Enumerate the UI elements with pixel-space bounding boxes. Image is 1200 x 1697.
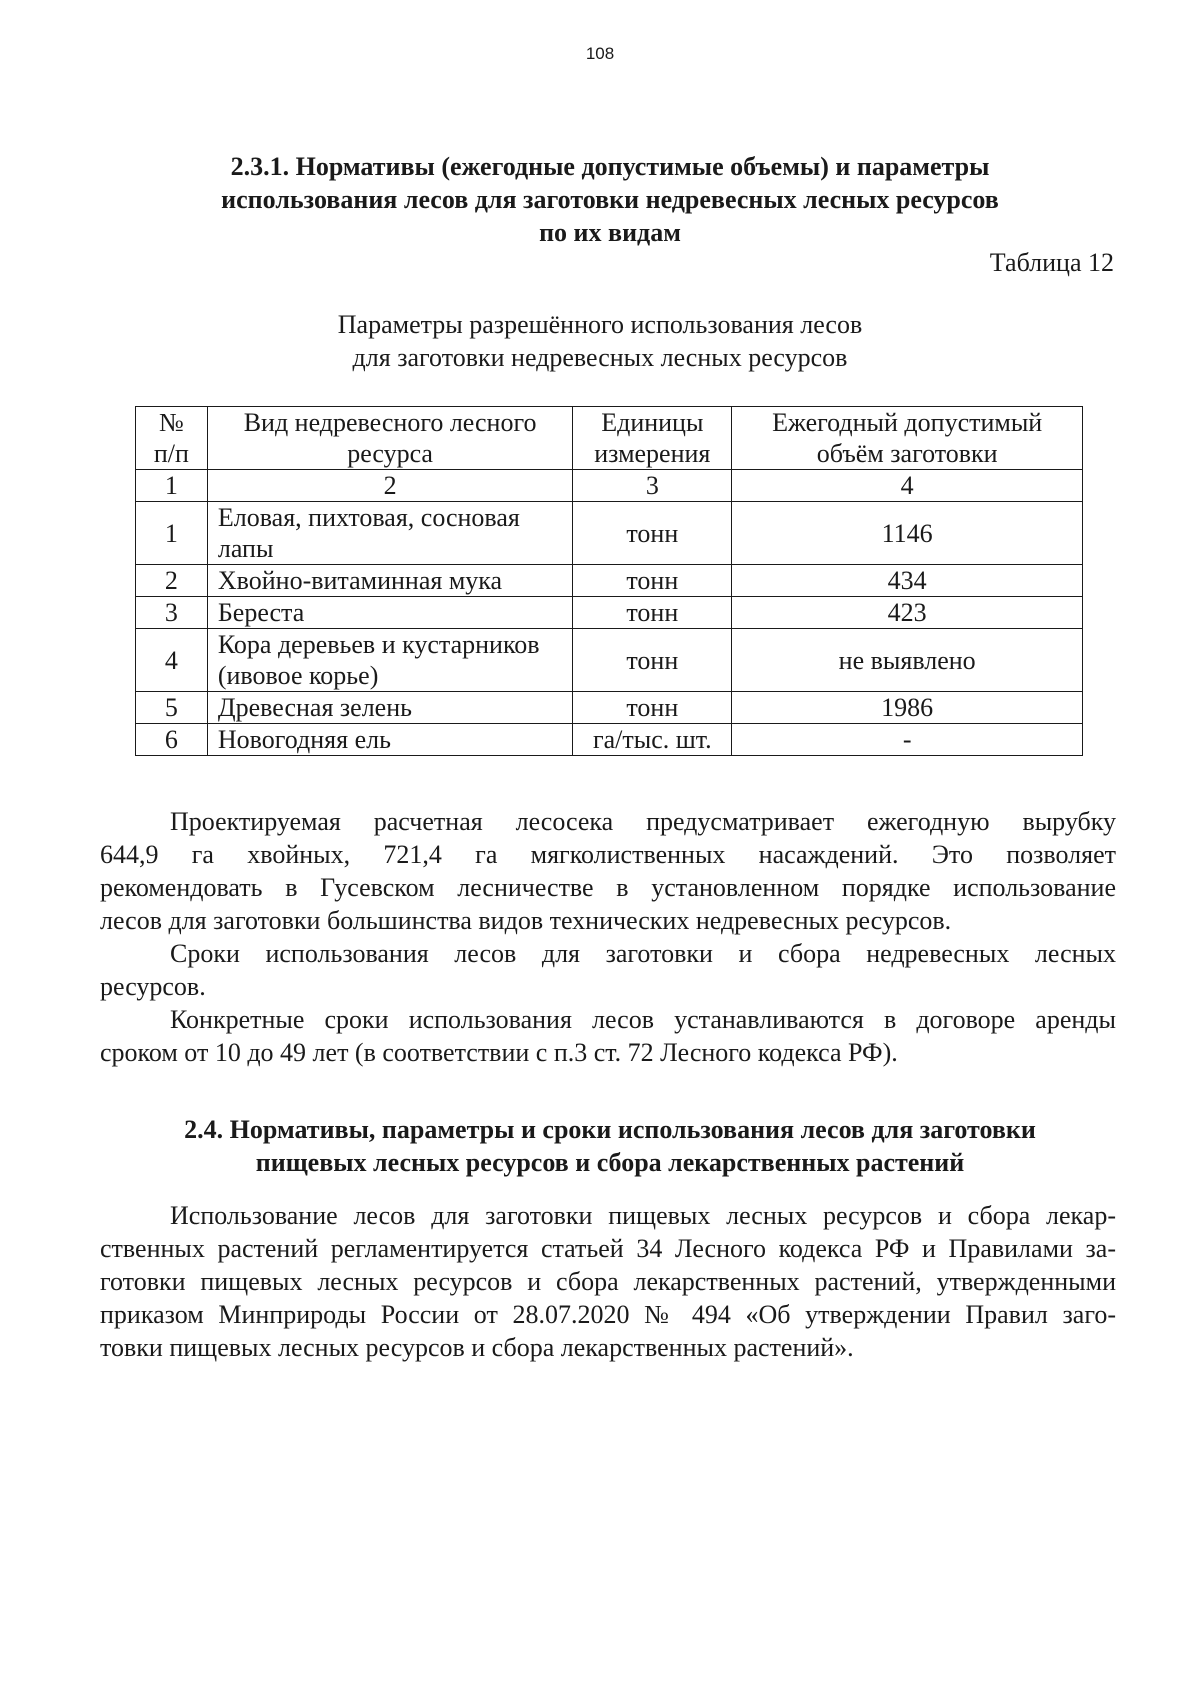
row-unit: тонн: [573, 597, 732, 629]
page-number: 108: [585, 44, 615, 63]
paragraph-line: ресурсов.: [100, 972, 206, 1001]
table-row: [136, 565, 1083, 597]
row-resource: Новогодняя ель: [207, 724, 572, 756]
paragraph-line: Проектируемая расчетная лесосека предусматривает ежегодную вырубку: [170, 807, 1116, 836]
row-resource: [207, 502, 572, 565]
table-row: [136, 724, 1083, 756]
row-volume: 1146: [732, 502, 1083, 565]
paragraph-line: приказом Минприроды России от 28.07.2020 № 494 «Об утверждении Правил заго-: [100, 1300, 1116, 1329]
table-row: [136, 597, 1083, 629]
table-row: [136, 629, 1083, 692]
header-no-line2: п/п: [153, 439, 189, 468]
table-header-row: [136, 407, 1083, 470]
resources-table: [135, 406, 1083, 756]
heading-line: 2.3.1. Нормативы (ежегодные допустимые объемы) и параметры: [230, 152, 990, 181]
paragraph-line: ственных растений регламентируется статьей 34 Лесного кодекса РФ и Правилами за-: [100, 1234, 1116, 1263]
caption-line: Параметры разрешённого использования лесов: [337, 310, 863, 339]
header-volume-line1: Ежегодный допустимый: [772, 408, 1043, 437]
resource-line2: лапы: [217, 534, 274, 563]
header-resource-line2: ресурса: [347, 439, 433, 468]
header-unit: [573, 407, 732, 470]
paragraph-food-resources: [100, 1199, 1116, 1364]
paragraph-line: готовки пищевых лесных ресурсов и сбора лекарственных растений, утвержденными: [100, 1267, 1116, 1296]
paragraph-line: 644,9 га хвойных, 721,4 га мягколиственных насаждений. Это позволяет: [100, 840, 1116, 869]
heading-line: использования лесов для заготовки недревесных лесных ресурсов: [221, 185, 999, 214]
table-row: [136, 692, 1083, 724]
paragraph-line: Сроки использования лесов для заготовки и сбора недревесных лесных: [170, 939, 1116, 968]
heading-line: по их видам: [539, 218, 681, 247]
heading-line: 2.4. Нормативы, параметры и сроки использования лесов для заготовки: [184, 1115, 1036, 1144]
table-number-label: Таблица 12: [989, 248, 1114, 277]
header-volume-line2: объём заготовки: [816, 439, 998, 468]
paragraph-line: Конкретные сроки использования лесов устанавливаются в договоре аренды: [170, 1005, 1116, 1034]
table-caption: [0, 308, 1200, 374]
resource-line1: Еловая, пихтовая, сосновая: [217, 503, 520, 532]
row-number: 6: [136, 724, 208, 756]
caption-line: для заготовки недревесных лесных ресурсов: [352, 343, 848, 372]
row-number: 4: [136, 629, 208, 692]
row-unit: тонн: [573, 692, 732, 724]
paragraph-projected-cutting: [100, 805, 1116, 937]
column-number: 2: [207, 470, 572, 502]
header-resource: [207, 407, 572, 470]
table-row: [136, 502, 1083, 565]
paragraph-concrete-terms: [100, 1003, 1116, 1069]
row-unit: тонн: [573, 502, 732, 565]
paragraph-line: лесов для заготовки большинства видов технических недревесных ресурсов.: [100, 906, 952, 935]
resource-line2: (ивовое корье): [217, 661, 379, 690]
column-number: 1: [136, 470, 208, 502]
section-heading-2-4: [100, 1113, 1120, 1179]
row-unit: га/тыс. шт.: [573, 724, 732, 756]
heading-line: пищевых лесных ресурсов и сбора лекарственных растений: [255, 1148, 965, 1177]
paragraph-line: сроком от 10 до 49 лет (в соответствии с п.3 ст. 72 Лесного кодекса РФ).: [100, 1038, 898, 1067]
row-number: 3: [136, 597, 208, 629]
row-volume: 1986: [732, 692, 1083, 724]
paragraph-line: товки пищевых лесных ресурсов и сбора лекарственных растений».: [100, 1333, 854, 1362]
row-resource: Хвойно-витаминная мука: [207, 565, 572, 597]
row-volume: не выявлено: [732, 629, 1083, 692]
paragraph-line: Использование лесов для заготовки пищевых лесных ресурсов и сбора лекар-: [170, 1201, 1116, 1230]
row-resource: Береста: [207, 597, 572, 629]
paragraph-line: рекомендовать в Гусевском лесничестве в установленном порядке использование: [100, 873, 1116, 902]
row-volume: 434: [732, 565, 1083, 597]
resource-line1: Кора деревьев и кустарников: [217, 630, 540, 659]
row-resource: [207, 629, 572, 692]
paragraph-terms: [100, 937, 1116, 1003]
column-number: 3: [573, 470, 732, 502]
row-number: 1: [136, 502, 208, 565]
header-resource-line1: Вид недревесного лесного: [243, 408, 537, 437]
header-no-line1: №: [159, 408, 184, 437]
row-number: 5: [136, 692, 208, 724]
row-unit: тонн: [573, 629, 732, 692]
row-resource: Древесная зелень: [207, 692, 572, 724]
header-no: [136, 407, 208, 470]
row-number: 2: [136, 565, 208, 597]
row-volume: 423: [732, 597, 1083, 629]
table-column-numbers-row: [136, 470, 1083, 502]
row-unit: тонн: [573, 565, 732, 597]
section-heading-2-3-1: [100, 150, 1120, 249]
header-volume: [732, 407, 1083, 470]
header-unit-line2: измерения: [594, 439, 711, 468]
header-unit-line1: Единицы: [601, 408, 704, 437]
row-volume: -: [732, 724, 1083, 756]
column-number: 4: [732, 470, 1083, 502]
